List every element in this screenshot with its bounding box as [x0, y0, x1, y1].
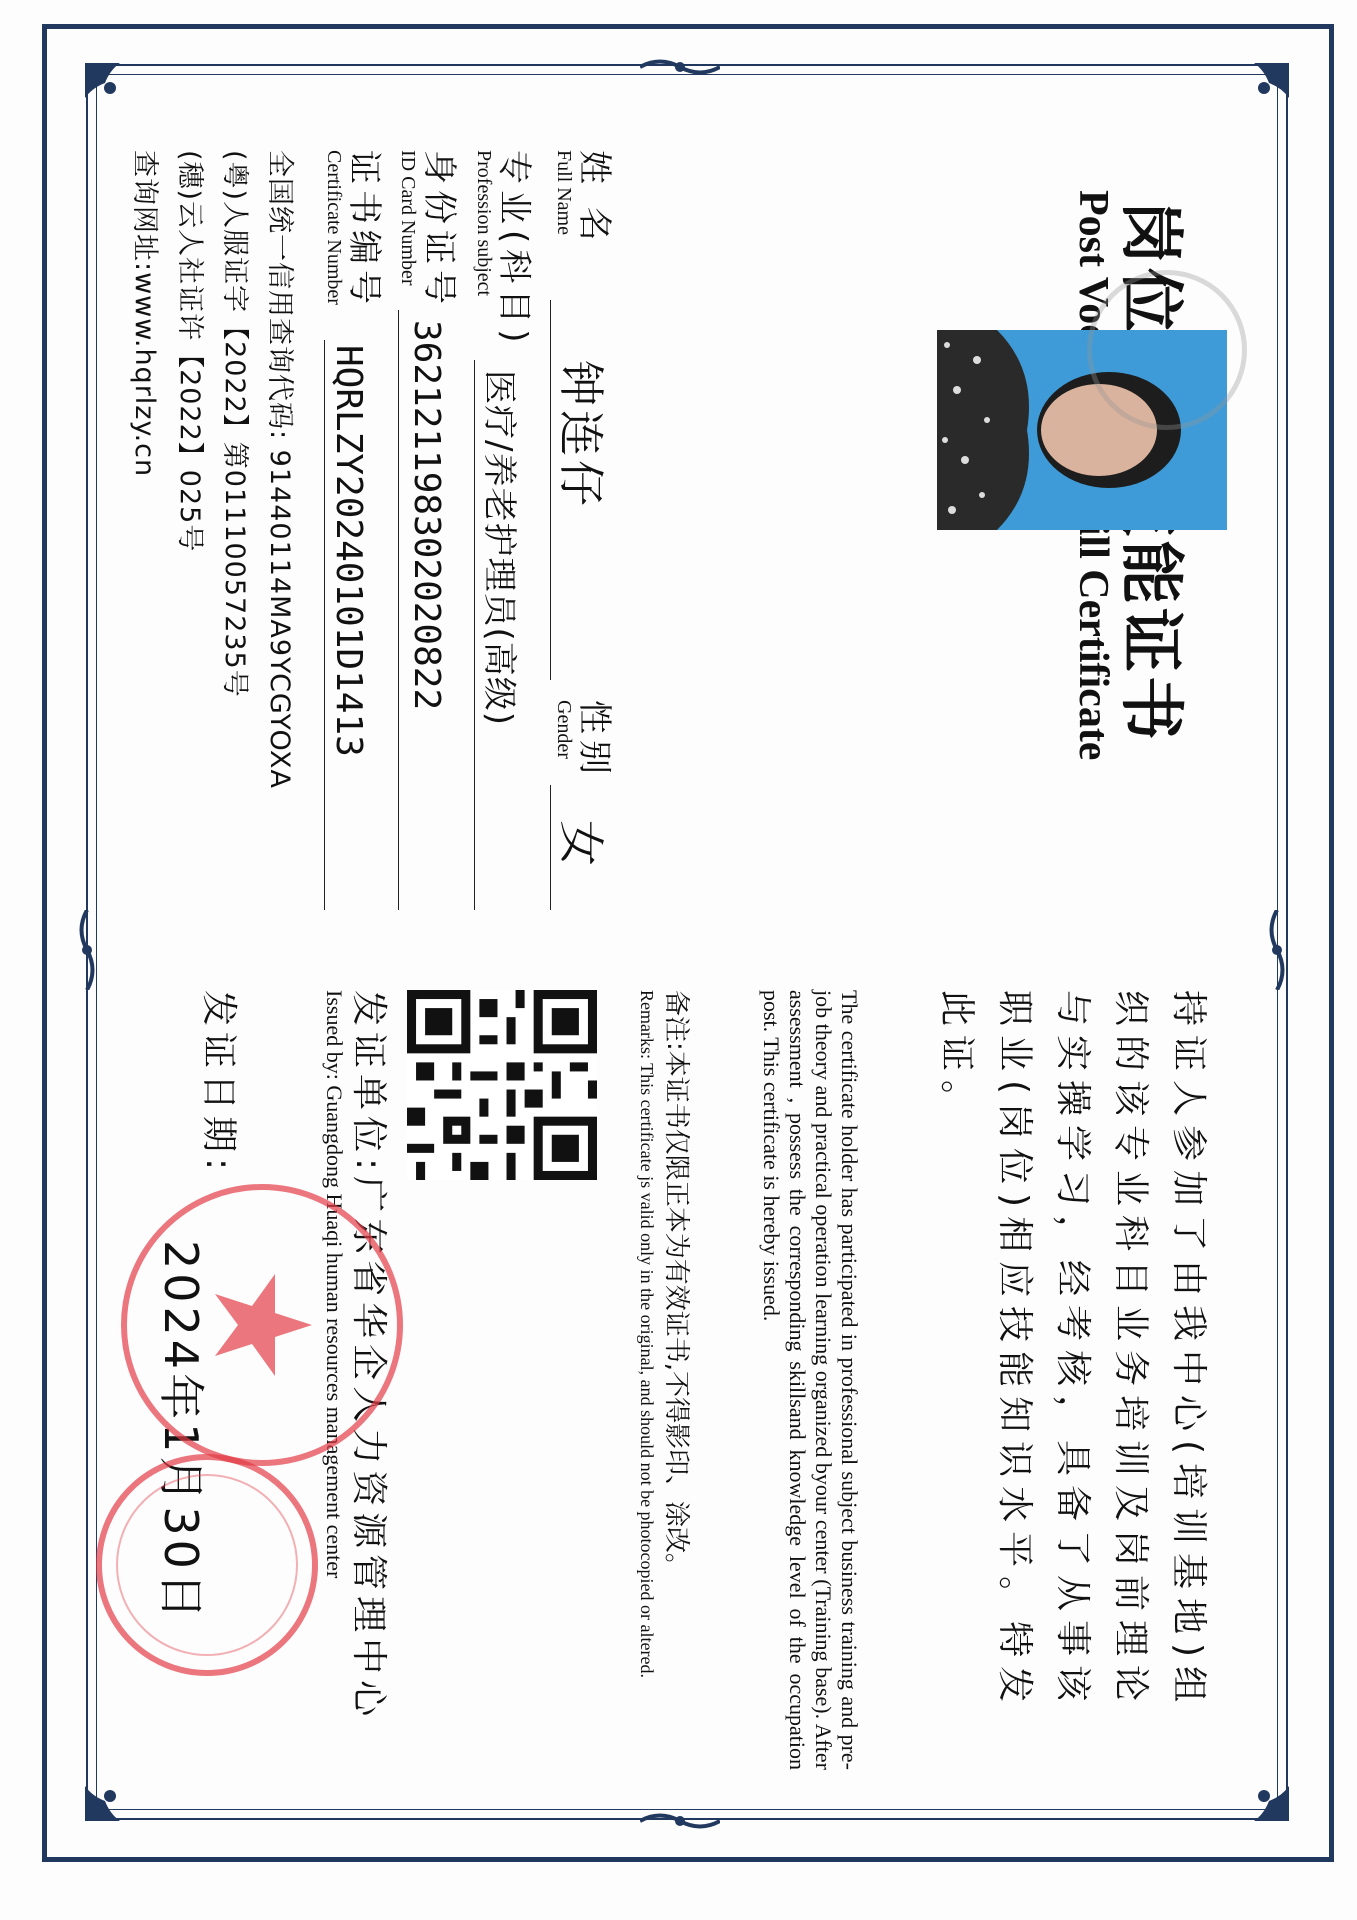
profession-underline: [474, 360, 475, 910]
cert-underline: [324, 340, 325, 910]
photo-embossed-seal: [1087, 270, 1247, 430]
gender-label-cn: 性别: [574, 700, 614, 780]
name-label-en: Full Name: [553, 150, 575, 235]
issuer-label: 发证单位:: [348, 990, 389, 1177]
name-label-cn: 姓 名: [574, 150, 614, 247]
date-value: 2024年1月30日: [154, 1240, 208, 1623]
profession-value: 医疗/养老护理员(高级): [479, 370, 519, 726]
cert-label-en: Certificate Number: [323, 150, 345, 305]
profession-label-en: Profession subject: [473, 150, 495, 297]
remark-en: Remarks: This certificate js valid only in the original, and should not be photocopied or altered.: [637, 990, 657, 1678]
body-text-en: The certificate holder has participated in professional subject business training and pre-job theory and practical operation learning organized byour center (Training base). After assessment , possess the corresponding skillsand knowledge level of the occupation post. This certificate is hereby issued.: [759, 990, 862, 1770]
id-value: 362121198302020822: [406, 320, 447, 711]
issuer-value: 广东省华企人力资源管理中心: [348, 1176, 389, 1723]
id-label-en: ID Card Number: [397, 150, 419, 286]
issuer-en: Issued by: Guangdong Huaqi human resources management center: [322, 990, 347, 1579]
remark-cn: 备注:本证书仅限正本为有效证书,不得影印、涂改。: [661, 990, 691, 1580]
profession-label-cn: 专业(科目): [494, 150, 534, 349]
date-label: 发证日期:: [198, 990, 239, 1177]
red-seal-2: [92, 1450, 322, 1680]
cert-label-cn: 证书编号: [344, 150, 384, 310]
id-underline: [398, 310, 399, 910]
org-license-1: (粤)人服证字【2022】第01110057235号: [219, 150, 250, 698]
red-seal-1: [117, 1180, 407, 1470]
org-credit-code: 全国统一信用查询代码: 91440114MA9YCGYOXA: [264, 150, 295, 790]
gender-label-en: Gender: [553, 700, 575, 759]
id-label-cn: 身份证号: [419, 150, 459, 310]
cert-value: HQRLZY20240101D1413: [328, 345, 369, 757]
query-website: 查询网址:www.hqrlzy.cn: [129, 150, 160, 478]
gender-value: 女: [554, 820, 608, 870]
org-license-2: (穗)云人社证许【2022】025号: [174, 150, 205, 553]
qr-code[interactable]: [407, 990, 597, 1180]
name-value: 钟连仔: [554, 360, 608, 510]
body-text-cn: 持证人参加了由我中心(培训基地)组织的该专业科目业务培训及岗前理论与实操学习，经考核，具备了从事该职业(岗位)相应技能知识水平。特发此证。: [936, 990, 1209, 1712]
